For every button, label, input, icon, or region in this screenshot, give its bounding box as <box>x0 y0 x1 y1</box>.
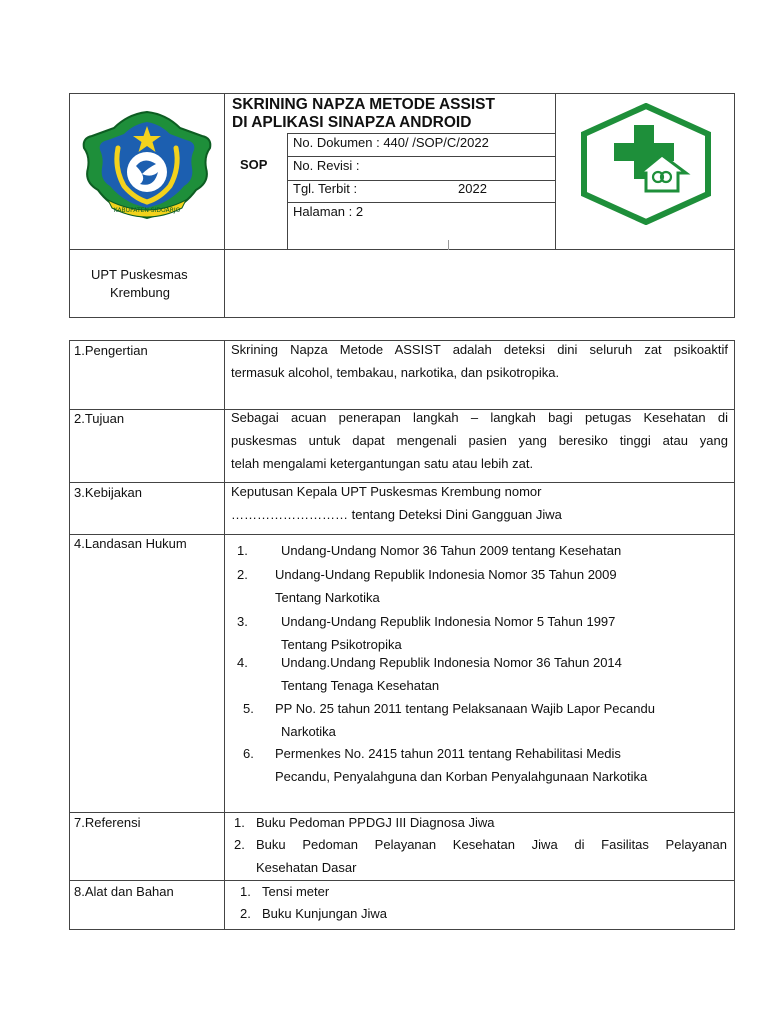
header-divider-left <box>224 93 225 318</box>
tujuan-line-3: telah mengalami ketergantungan satu atau lebih zat. <box>231 456 534 471</box>
puskesmas-cross-icon <box>578 103 714 225</box>
referensi-item-2-number: 2. <box>234 837 245 852</box>
table-border-bottom <box>69 929 735 930</box>
hukum-item-3-number: 3. <box>237 614 248 629</box>
header-border-top <box>69 93 735 94</box>
alat-item-2-number: 2. <box>240 906 251 921</box>
alat-item-1-text: Tensi meter <box>262 884 330 899</box>
kebijakan-line-1: Keputusan Kepala UPT Puskesmas Krembung nomor <box>231 484 542 499</box>
hukum-item-1-text: Undang-Undang Nomor 36 Tahun 2009 tentang Kesehatan <box>281 543 622 558</box>
org-name-line-2: Krembung <box>110 285 170 300</box>
hukum-item-6-text: Permenkes No. 2415 tahun 2011 tentang Rehabilitasi Medis <box>275 746 621 761</box>
hukum-item-6-number: 6. <box>243 746 254 761</box>
row-divider-5 <box>69 880 735 881</box>
hukum-item-3-text: Undang-Undang Republik Indonesia Nomor 5 Tahun 1997 <box>281 614 616 629</box>
hukum-item-1-number: 1. <box>237 543 248 558</box>
hukum-item-5-text-cont: Narkotika <box>281 724 336 739</box>
alat-item-2-text: Buku Kunjungan Jiwa <box>262 906 388 921</box>
issue-date-year: 2022 <box>458 181 487 196</box>
table-border-left <box>69 340 70 930</box>
meta-rule-1 <box>287 133 555 134</box>
hukum-item-6-text-cont: Pecandu, Penyalahguna dan Korban Penyalahgunaan Narkotika <box>275 769 648 784</box>
table-border-right <box>734 340 735 930</box>
meta-rule-2 <box>287 156 555 157</box>
label-landasan-hukum: 4.Landasan Hukum <box>74 536 187 551</box>
label-pengertian: 1.Pengertian <box>74 343 148 358</box>
tujuan-line-1: Sebagai acuan penerapan langkah – langkah bagi petugas Kesehatan di <box>231 410 728 425</box>
tujuan-line-2: puskesmas untuk dapat mengenali pasien yang beresiko tinggi atau yang <box>231 433 728 448</box>
regency-crest-icon <box>78 108 216 226</box>
row-divider-2 <box>69 482 735 483</box>
revision-number: No. Revisi : <box>293 158 360 173</box>
row-divider-4 <box>69 812 735 813</box>
alat-item-1-number: 1. <box>240 884 251 899</box>
hukum-item-2-text-cont: Tentang Narkotika <box>275 590 380 605</box>
referensi-item-2-text-cont: Kesehatan Dasar <box>256 860 357 875</box>
title-line-2: DI APLIKASI SINAPZA ANDROID <box>232 114 472 131</box>
referensi-item-1-number: 1. <box>234 815 245 830</box>
hukum-item-2-number: 2. <box>237 567 248 582</box>
hukum-item-4-text-cont: Tentang Tenaga Kesehatan <box>281 678 440 693</box>
hukum-item-3-text-cont: Tentang Psikotropika <box>281 637 402 652</box>
hukum-item-4-number: 4. <box>237 655 248 670</box>
page-number: Halaman : 2 <box>293 204 364 219</box>
hukum-item-4-text: Undang.Undang Republik Indonesia Nomor 36 Tahun 2014 <box>281 655 622 670</box>
label-tujuan: 2.Tujuan <box>74 411 125 426</box>
table-border-top <box>69 340 735 341</box>
hukum-item-5-text: PP No. 25 tahun 2011 tentang Pelaksanaan Wajib Lapor Pecandu <box>275 701 655 716</box>
title-line-1: SKRINING NAPZA METODE ASSIST <box>232 96 495 113</box>
row-divider-3 <box>69 534 735 535</box>
pengertian-line-2: termasuk alcohol, tembakau, narkotika, dan psikotropika. <box>231 365 560 380</box>
sop-label: SOP <box>240 157 268 172</box>
regency-logo <box>78 108 216 226</box>
label-alat-dan-bahan: 8.Alat dan Bahan <box>74 884 174 899</box>
label-kebijakan: 3.Kebijakan <box>74 485 142 500</box>
table-column-divider <box>224 340 225 930</box>
pengertian-line-1: Skrining Napza Metode ASSIST adalah deteksi dini seluruh zat psikoaktif <box>231 342 728 357</box>
label-referensi: 7.Referensi <box>74 815 141 830</box>
issue-date-label: Tgl. Terbit : <box>293 181 358 196</box>
header-divider-sop <box>287 133 288 250</box>
header-divider-right <box>555 93 556 250</box>
header-border-left <box>69 93 70 318</box>
header-divider-mid <box>69 249 735 250</box>
meta-rule-4 <box>287 202 555 203</box>
meta-tick <box>448 240 449 250</box>
doc-number: No. Dokumen : 440/ /SOP/C/2022 <box>293 135 489 150</box>
hukum-item-2-text: Undang-Undang Republik Indonesia Nomor 35 Tahun 2009 <box>275 567 617 582</box>
header-border-bottom <box>69 317 735 318</box>
hukum-item-5-number: 5. <box>243 701 254 716</box>
org-name-line-1: UPT Puskesmas <box>91 267 188 282</box>
kebijakan-line-2: ……………………… tentang Deteksi Dini Gangguan Jiwa <box>231 507 562 522</box>
crest-banner-text: KABUPATEN SIDOARJO <box>113 207 181 214</box>
referensi-item-1-text: Buku Pedoman PPDGJ III Diagnosa Jiwa <box>256 815 495 830</box>
header-border-right <box>734 93 735 318</box>
puskesmas-logo <box>578 103 714 225</box>
referensi-item-2-text: Buku Pedoman Pelayanan Kesehatan Jiwa di Fasilitas Pelayanan <box>256 837 727 852</box>
